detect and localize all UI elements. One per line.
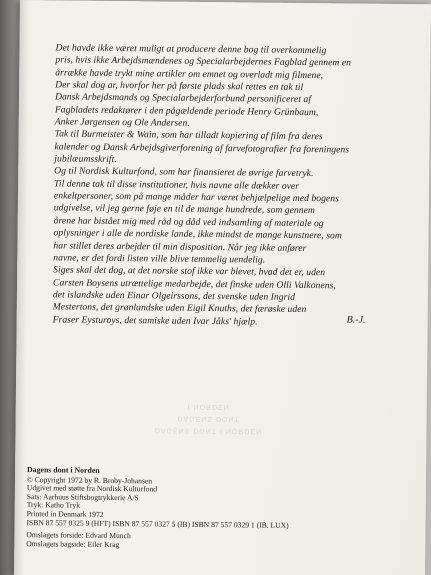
text-line: udgivelse, vil jeg gerne føje en til de mange hundrede, som gennem [53,202,315,217]
text-line: årrække havde trykt mine artikler om emnet og overladt mig filmene, [55,67,324,81]
text-line: Til denne tak til disse institutioner, hvis navne alle dækker over [54,178,300,192]
acknowledgement-text [53,42,396,329]
text-line: Mestertons, det grønlandske uden Eigil Knuths, det færøske uden [52,301,307,316]
colophon-row: Tryk: Katho Tryk [26,500,81,511]
book-page [14,0,431,575]
text-line: jubilæumsskrift. [54,153,117,166]
text-line: Siges skal det dog, at det norske stof ikke var blevet, hvad det er, uden [53,264,326,279]
text-line: Der skal dog ar, hvorfor her på første plads skal rettes en tak til [55,79,304,94]
text-line: Anker Jørgensen og Ole Andersen. [54,116,190,129]
text-line: Fraser Eysturoys, det samiske uden Ivar Jåks' hjælp. [52,313,258,328]
text-line: pris, hvis ikke Arbejdsmændenes og Specialarbejdernes Fagblad gennem en [55,54,352,69]
text-line: Dansk Arbejdsmands og Specialarbejderforbund personificeret af [54,91,312,106]
colophon-row: Omslagets bagside: Eiler Krag [26,538,120,549]
text-line: Det havde ikke været muligt at producere denne bog til overkommelig [55,42,327,57]
colophon-row: Printed in Denmark 1972 [26,509,104,519]
colophon-title: Dagens dont i Norden [27,465,100,475]
colophon-row: Omslagets forside: Edvard Munch [26,530,131,541]
colophon [26,466,327,551]
show-through-text: DAGENS DONT I NORDEN DAGENS DONT I NORDEN [154,402,263,435]
text-line: årene har bistået mig med råd og dåd ved indsamling af materiale og [53,215,324,230]
text-line: Tak til Burmeister & Wain, som har tilladt kopiering af film fra deres [54,128,323,143]
text-line: Carsten Boysens utrættelige medarbejde, det finske uden Olli Valkonens, [52,276,336,291]
text-line: Fagbladets redaktører i den pågældende periode Henry Grünbaum, [54,104,319,118]
colophon-isbn-row: ISBN 87 557 0325 9 (HFT) ISBN 87 557 0327 5 (IB) ISBN 87 557 0329 1 (IB. LUX) [26,517,289,530]
text-line: det islandske uden Einar Olgeirssons, det svenske uden Ingrid [52,289,296,303]
author-signature: B.-J. [346,314,366,326]
colophon-row: Sats: Aarhuus Stiftsbogtrykkerie A/S [26,491,139,503]
text-line: har stillet deres arbejder til min disposition. Når jeg ikke anfører [53,239,307,254]
colophon-row: © Copyright 1972 by R. Broby-Johansen [26,474,153,486]
text-line: navne, er det fordi listen ville blive temmelig uendelig. [53,252,266,266]
text-line: kalender og Dansk Arbejdsgiverforening af farvefotografier fra foreningens [54,141,350,156]
text-line: oplysninger i alle de nordiske lande, ikke mindst de mange kunstnere, som [53,227,342,242]
colophon-row: Udgivet med støtte fra Nordisk Kulturfond [26,483,158,494]
text-line: Og til Nordisk Kulturfond, som har finansieret de øvrige farvetryk. [54,165,314,180]
text-line: enkeltpersoner, som på mange måder har været behjælpelige med bogens [53,190,339,205]
